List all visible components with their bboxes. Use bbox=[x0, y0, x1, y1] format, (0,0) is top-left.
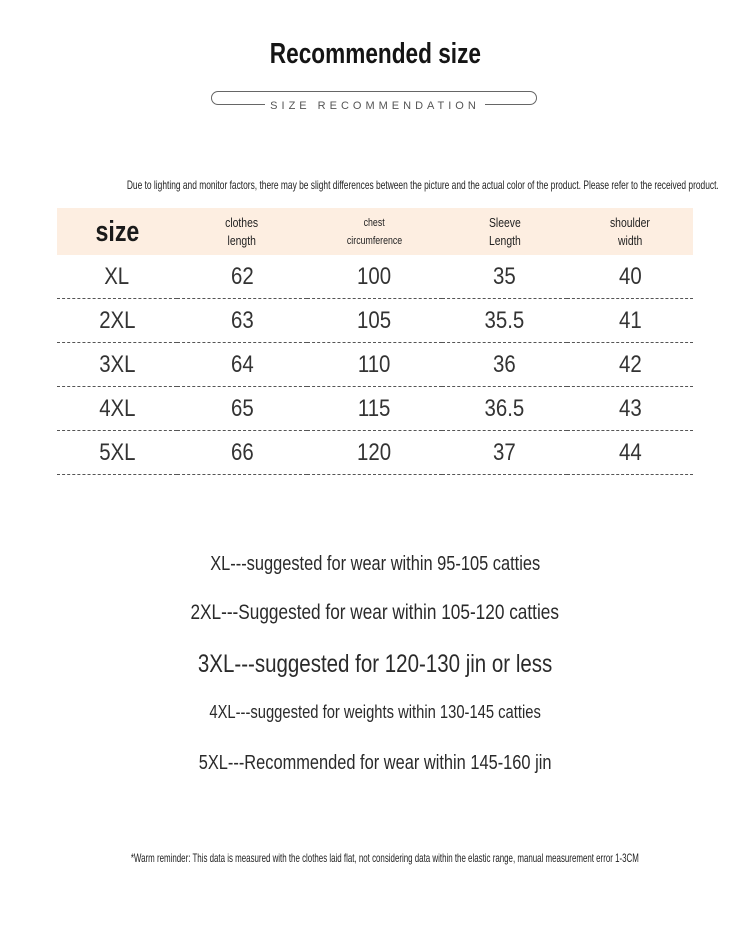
recommendation-2xl: 2XL---Suggested for wear within 105-120 catties bbox=[190, 601, 560, 624]
column-header-sleeve-length: Sleeve Length bbox=[442, 208, 567, 255]
cell-shoulder: 44 bbox=[567, 431, 693, 475]
cell-sleeve: 36 bbox=[442, 343, 567, 387]
color-notice bbox=[0, 178, 750, 192]
subtitle-label: SIZE RECOMMENDATION bbox=[265, 97, 485, 115]
warm-reminder: *Warm reminder: This data is measured with the clothes laid flat, not considering data within the elastic range, manual measurement error 1-3CM bbox=[130, 851, 639, 865]
cell-shoulder: 40 bbox=[567, 255, 693, 299]
table-row bbox=[57, 387, 693, 431]
cell-sleeve: 36.5 bbox=[442, 387, 567, 431]
cell-size: 5XL bbox=[57, 431, 177, 475]
cell-shoulder: 43 bbox=[567, 387, 693, 431]
recommendation-xl: XL---suggested for wear within 95-105 catties bbox=[209, 553, 540, 575]
recommendation-4xl: 4XL---suggested for weights within 130-145 catties bbox=[209, 702, 541, 722]
cell-size: 2XL bbox=[57, 299, 177, 343]
cell-size: 3XL bbox=[57, 343, 177, 387]
cell-clothes-length: 65 bbox=[177, 387, 307, 431]
recommendation-5xl: 5XL---Recommended for wear within 145-160 jin bbox=[198, 752, 552, 774]
cell-chest: 120 bbox=[307, 431, 442, 475]
cell-clothes-length: 66 bbox=[177, 431, 307, 475]
page-title: Recommended size bbox=[269, 38, 481, 70]
column-header-clothes-length: clothes length bbox=[177, 208, 307, 255]
table-header-row bbox=[57, 208, 693, 255]
cell-chest: 100 bbox=[307, 255, 442, 299]
size-table bbox=[57, 208, 693, 475]
cell-shoulder: 41 bbox=[567, 299, 693, 343]
table-row bbox=[57, 255, 693, 299]
cell-sleeve: 35 bbox=[442, 255, 567, 299]
cell-clothes-length: 63 bbox=[177, 299, 307, 343]
recommendation-3xl: 3XL---suggested for 120-130 jin or less bbox=[197, 650, 553, 678]
cell-chest: 105 bbox=[307, 299, 442, 343]
column-header-chest: chest circumference bbox=[307, 208, 442, 255]
cell-chest: 110 bbox=[307, 343, 442, 387]
cell-clothes-length: 62 bbox=[177, 255, 307, 299]
cell-size: 4XL bbox=[57, 387, 177, 431]
cell-clothes-length: 64 bbox=[177, 343, 307, 387]
table-row bbox=[57, 431, 693, 475]
column-header-shoulder-width: shoulder width bbox=[567, 208, 693, 255]
cell-sleeve: 37 bbox=[442, 431, 567, 475]
notice-text: Due to lighting and monitor factors, there may be slight differences between the picture and the actual color of the product. Please refer to the received product. bbox=[126, 178, 719, 192]
table-row bbox=[57, 343, 693, 387]
cell-chest: 115 bbox=[307, 387, 442, 431]
cell-size: XL bbox=[57, 255, 177, 299]
column-header-size: size bbox=[57, 208, 177, 255]
cell-sleeve: 35.5 bbox=[442, 299, 567, 343]
table-row bbox=[57, 299, 693, 343]
cell-shoulder: 42 bbox=[567, 343, 693, 387]
